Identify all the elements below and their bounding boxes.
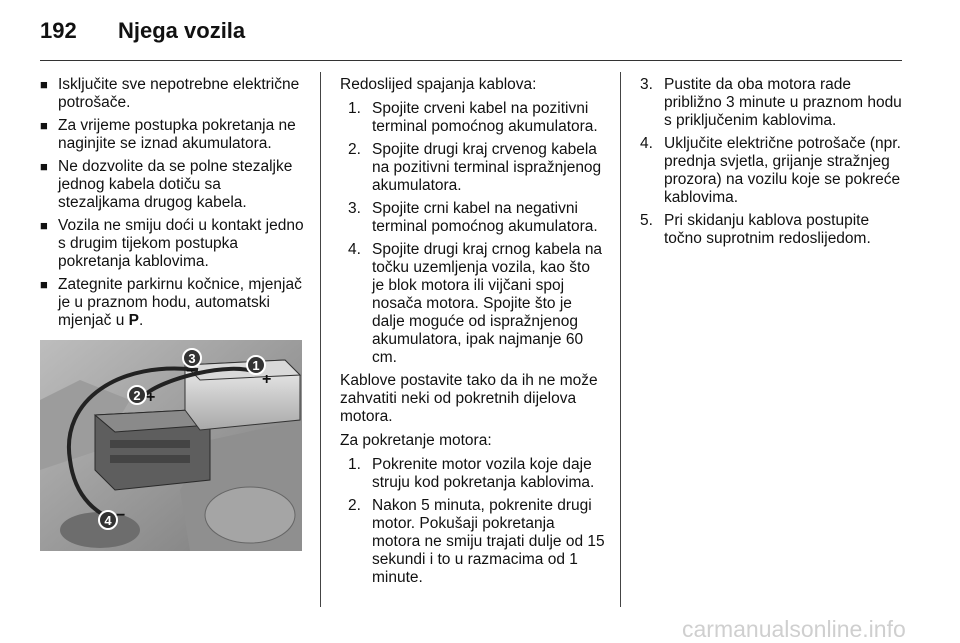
step-text: Spojite drugi kraj crnog kabela na točku uzemljenja vozila, kao što je blok motora ili vijčani spoj nosača motora. Spojite što je dalje moguće od ispražnjenog akumulatora, ipak najmanje 60 cm. xyxy=(372,241,603,366)
bullet-item xyxy=(40,276,306,330)
bullet-item xyxy=(40,217,306,271)
list-item xyxy=(348,497,606,587)
marker-1-label: 1 xyxy=(252,358,260,373)
list-item xyxy=(348,200,606,236)
cable-placement-note: Kablove postavite tako da ih ne može zahvatiti neki od pokretnih dijelova motora. xyxy=(340,372,598,425)
list-item xyxy=(640,212,906,248)
step-number: 3. xyxy=(640,76,653,93)
column-1 xyxy=(40,76,306,335)
bullet-text: Vozila ne smiju doći u kontakt jedno s drugim tijekom postupka pokretanja kablovima. xyxy=(58,217,304,270)
step-number: 5. xyxy=(640,212,653,229)
bullet-text: Za vrijeme postupka pokretanja ne naginjite se iznad akumulatora. xyxy=(58,117,296,152)
page-number: 192 xyxy=(40,18,77,43)
bullet-mark: ■ xyxy=(40,118,48,133)
bullet-mark: ■ xyxy=(40,277,48,292)
list-item xyxy=(640,135,906,207)
bullet-text: Zategnite parkirnu kočnice, mjenjač je u praznom hodu, automatski mjenjač u xyxy=(58,276,302,329)
watermark: carmanualsonline.info xyxy=(682,616,906,642)
jump-start-illustration xyxy=(40,340,302,551)
bullet-suffix: . xyxy=(139,312,144,329)
discharged-battery xyxy=(95,410,210,490)
step-number: 4. xyxy=(640,135,653,152)
step-number: 1. xyxy=(348,100,361,117)
list-item xyxy=(348,456,606,492)
page-title: Njega vozila xyxy=(118,18,246,43)
bullet-mark: ■ xyxy=(40,218,48,233)
bullet-mark: ■ xyxy=(40,77,48,92)
bullet-item xyxy=(40,117,306,153)
header-rule xyxy=(40,60,902,61)
connection-order-intro: Redoslijed spajanja kablova: xyxy=(340,76,537,93)
list-item xyxy=(348,241,606,367)
list-item xyxy=(640,76,906,130)
column-3 xyxy=(640,76,906,253)
step-text: Uključite električne potrošače (npr. prednja svjetla, grijanje stražnjeg prozora) na vozilu koje se pokreće kablovima. xyxy=(664,135,901,206)
step-text: Spojite drugi kraj crvenog kabela na pozitivni terminal ispražnjenog akumulatora. xyxy=(372,141,602,194)
bullet-text: Isključite sve nepotrebne električne potrošače. xyxy=(58,76,300,111)
column-divider-1 xyxy=(320,72,321,607)
list-item xyxy=(348,141,606,195)
plus-sign: + xyxy=(146,389,156,406)
step-text: Spojite crveni kabel na pozitivni terminal pomoćnog akumulatora. xyxy=(372,100,598,135)
bullet-text: Ne dozvolite da se polne stezaljke jednog kabela dotiču sa stezaljkama drugog kabela. xyxy=(58,158,293,211)
step-text: Pustite da oba motora rade približno 3 minute u praznom hodu s priključenim kablovima. xyxy=(664,76,902,129)
step-text: Pokrenite motor vozila koje daje struju kod pokretanja kablovima. xyxy=(372,456,595,491)
column-divider-2 xyxy=(620,72,621,607)
minus-sign: − xyxy=(116,507,126,524)
bullet-mark: ■ xyxy=(40,159,48,174)
list-item xyxy=(348,100,606,136)
step-number: 4. xyxy=(348,241,361,258)
plus-sign: + xyxy=(262,371,272,388)
step-number: 3. xyxy=(348,200,361,217)
step-text: Spojite crni kabel na negativni terminal pomoćnog akumulatora. xyxy=(372,200,598,235)
minus-sign: − xyxy=(186,363,196,380)
start-intro: Za pokretanje motora: xyxy=(340,432,492,449)
marker-2 xyxy=(128,386,155,406)
column-2 xyxy=(340,76,606,592)
step-number: 2. xyxy=(348,497,361,514)
bullet-item xyxy=(40,76,306,112)
marker-2-label: 2 xyxy=(133,388,141,403)
bullet-item xyxy=(40,158,306,212)
marker-3-label: 3 xyxy=(188,351,196,366)
engine-component xyxy=(205,487,295,543)
step-text: Pri skidanju kablova postupite točno suprotnim redoslijedom. xyxy=(664,212,871,247)
step-text: Nakon 5 minuta, pokrenite drugi motor. Pokušaji pokretanja motora ne smiju trajati dulje od 15 sekundi i to u razmacima od 1 minute. xyxy=(372,497,605,586)
gear-position-p: P xyxy=(128,312,139,329)
step-number: 2. xyxy=(348,141,361,158)
step-number: 1. xyxy=(348,456,361,473)
marker-4-label: 4 xyxy=(104,513,112,528)
